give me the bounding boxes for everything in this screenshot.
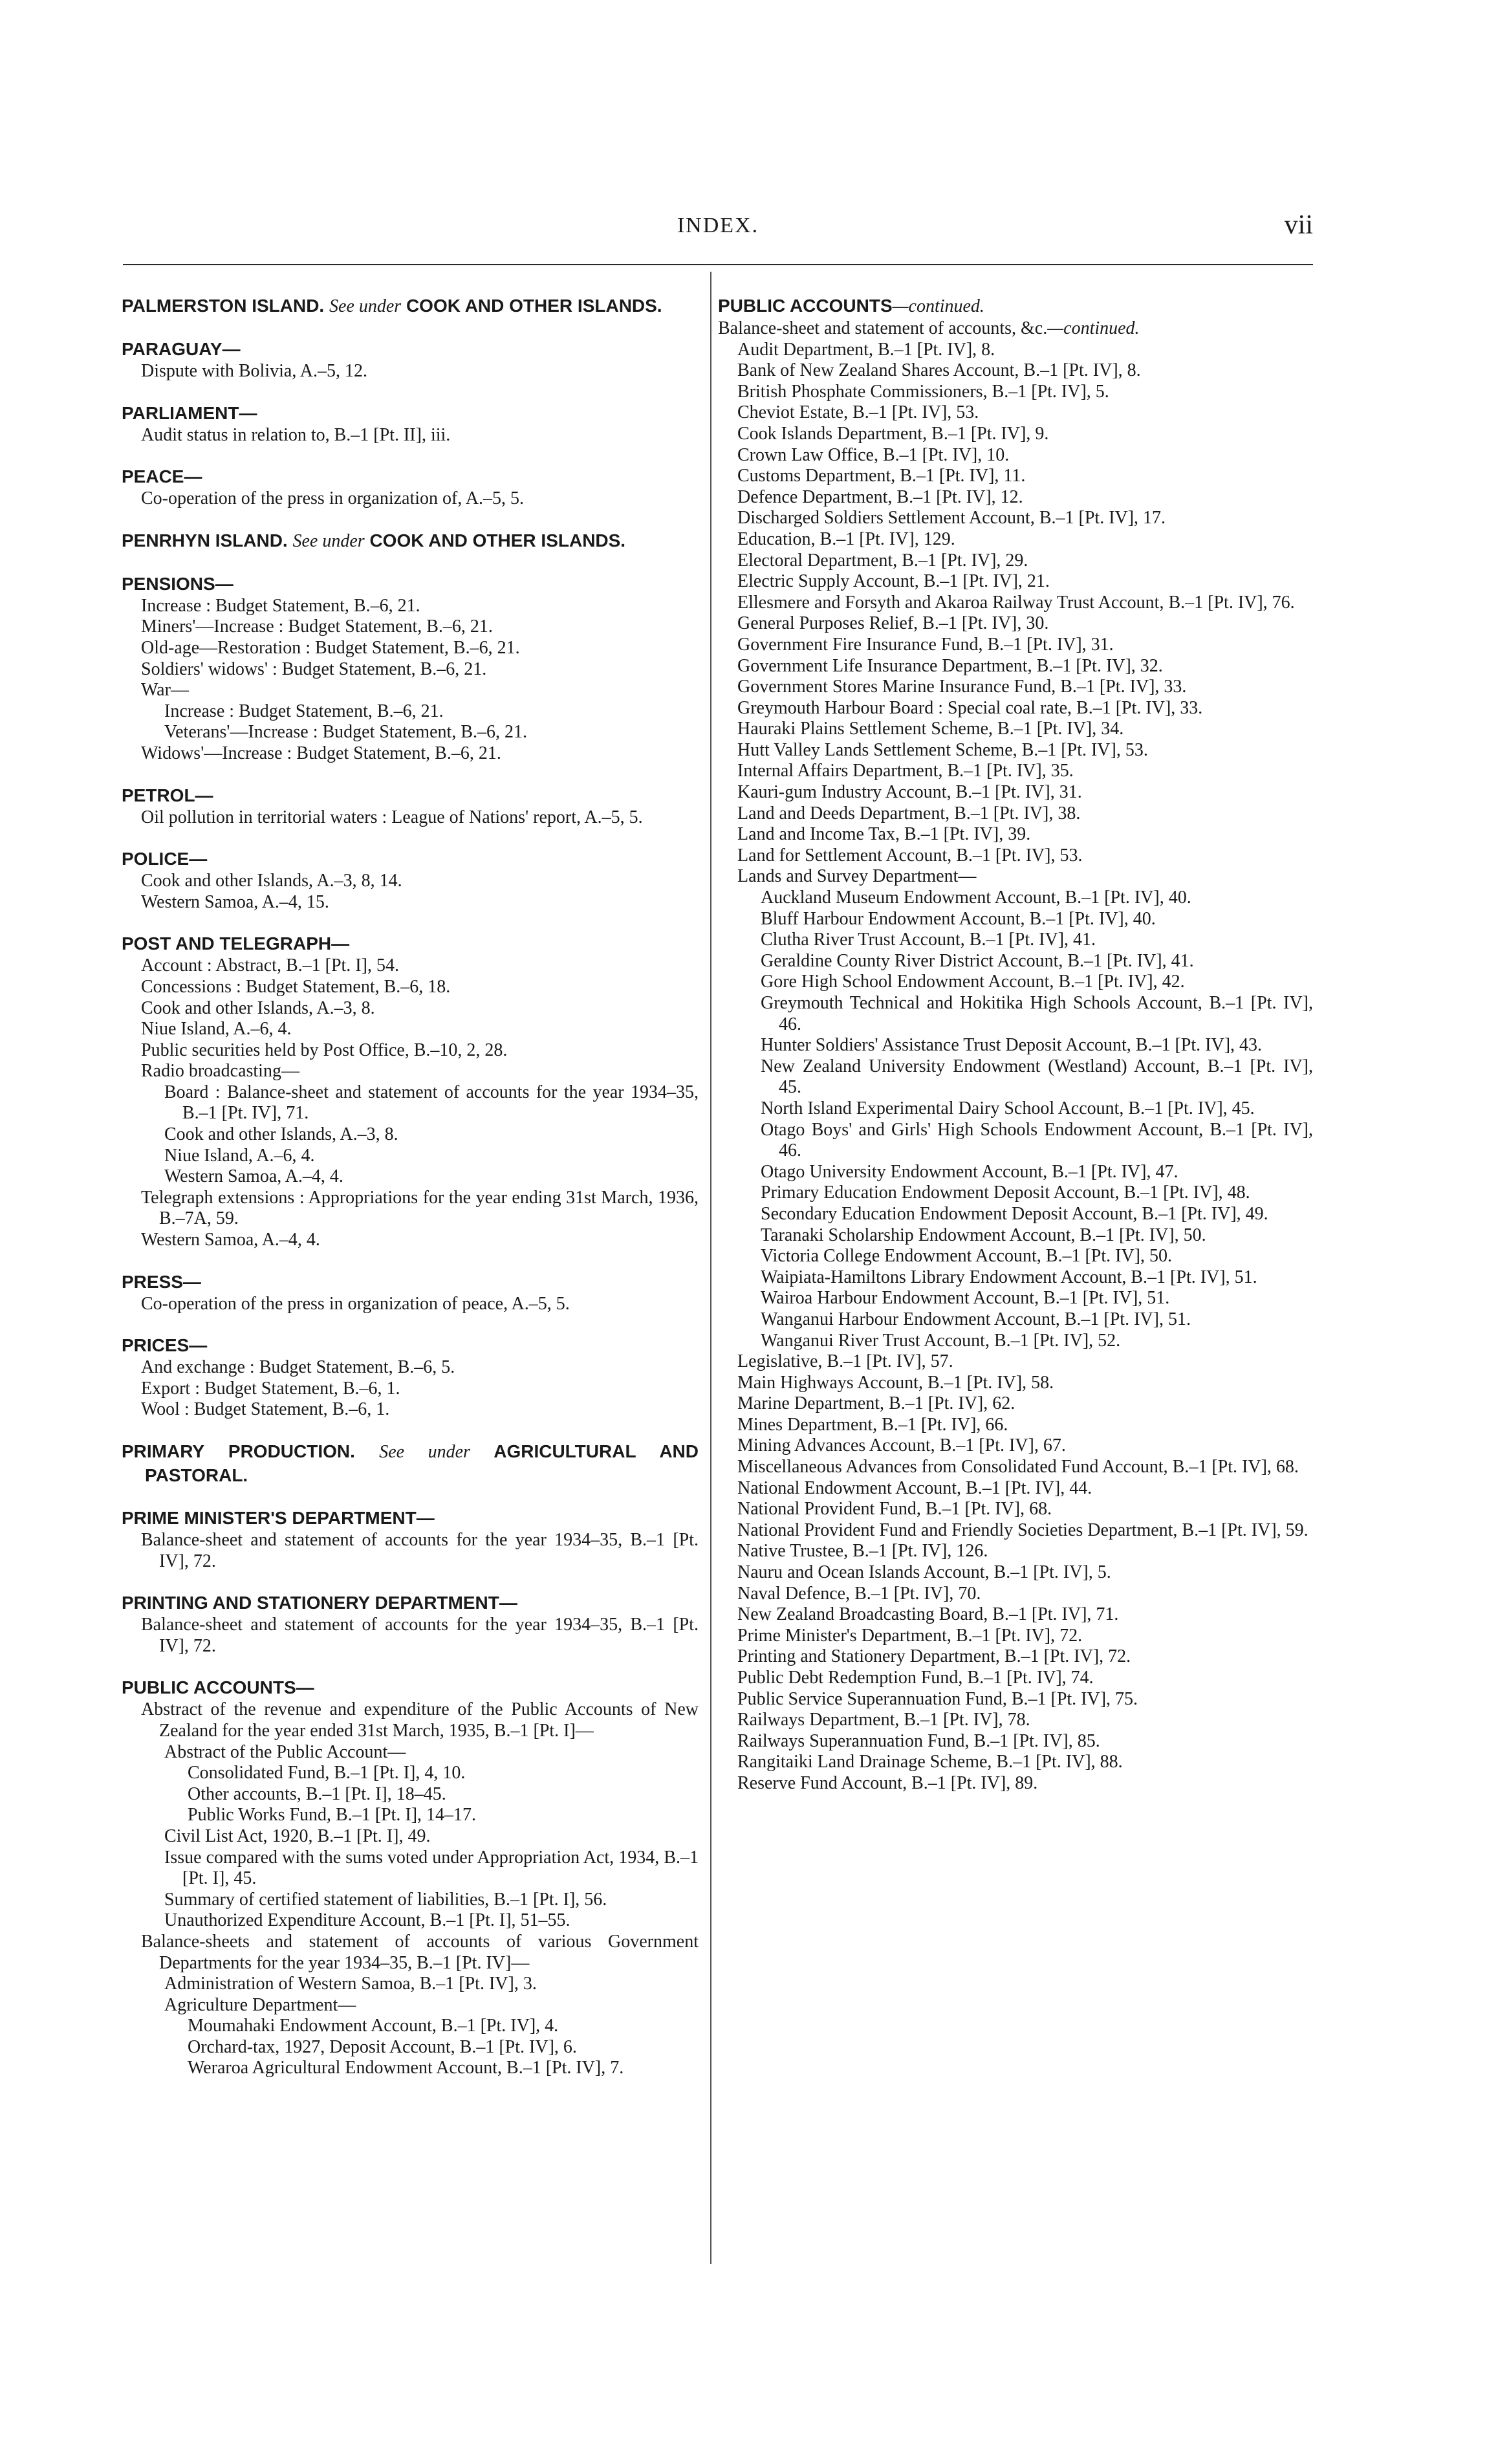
entry-palmerston-island	[122, 294, 699, 318]
index-line: Co-operation of the press in organization of peace, A.–5, 5.	[141, 1293, 570, 1314]
index-line: Veterans'—Increase : Budget Statement, B.–6, 21.	[164, 722, 528, 743]
index-line: Administration of Western Samoa, B.–1 [Pt. IV], 3.	[164, 1974, 537, 1994]
index-line: Greymouth Technical and Hokitika High Schools Account, B.–1 [Pt. IV], 46.	[761, 993, 1313, 1034]
index-line: Balance-sheet and statement of accounts for the year 1934–35, B.–1 [Pt. IV], 72.	[141, 1530, 699, 1571]
index-line: Summary of certified statement of liabilities, B.–1 [Pt. I], 56.	[164, 1889, 607, 1910]
index-line: Printing and Stationery Department, B.–1 [Pt. IV], 72.	[737, 1646, 1131, 1667]
index-line: British Phosphate Commissioners, B.–1 [Pt. IV], 5.	[737, 381, 1109, 402]
index-heading	[718, 294, 1313, 318]
column-divider	[710, 272, 711, 2264]
index-line: Mines Department, B.–1 [Pt. IV], 66.	[737, 1414, 1008, 1435]
index-line: Other accounts, B.–1 [Pt. I], 18–45.	[188, 1783, 446, 1804]
see-reference: See under	[329, 296, 402, 316]
index-line: Hutt Valley Lands Settlement Scheme, B.–1 [Pt. IV], 53.	[737, 739, 1148, 760]
index-line: Abstract of the Public Account—	[164, 1741, 406, 1762]
index-line: Issue compared with the sums voted under Appropriation Act, 1934, B.–1 [Pt. I], 45.	[164, 1847, 699, 1889]
index-line: Niue Island, A.–6, 4.	[141, 1019, 292, 1040]
index-line: Mining Advances Account, B.–1 [Pt. IV], 67.	[737, 1435, 1066, 1456]
index-line: Electoral Department, B.–1 [Pt. IV], 29.	[737, 550, 1028, 571]
index-line: Concessions : Budget Statement, B.–6, 18.	[141, 976, 451, 997]
index-line: Increase : Budget Statement, B.–6, 21.	[141, 595, 420, 616]
entry-police	[122, 847, 699, 913]
index-line: Wool : Budget Statement, B.–6, 1.	[141, 1399, 390, 1420]
index-line: Unauthorized Expenditure Account, B.–1 [Pt. I], 51–55.	[164, 1910, 570, 1931]
index-line: Geraldine County River District Account, B.–1 [Pt. IV], 41.	[761, 950, 1194, 971]
index-line: Public Works Fund, B.–1 [Pt. I], 14–17.	[188, 1805, 477, 1826]
index-line: Public Debt Redemption Fund, B.–1 [Pt. IV], 74.	[737, 1668, 1094, 1688]
index-line: New Zealand Broadcasting Board, B.–1 [Pt. IV], 71.	[737, 1604, 1119, 1625]
index-line: Export : Budget Statement, B.–6, 1.	[141, 1378, 400, 1399]
index-line: Civil List Act, 1920, B.–1 [Pt. I], 49.	[164, 1826, 431, 1846]
index-line: Legislative, B.–1 [Pt. IV], 57.	[737, 1351, 953, 1372]
page-number: vii	[1284, 210, 1313, 240]
index-heading: PRICES—	[122, 1335, 208, 1356]
index-heading: POST AND TELEGRAPH—	[122, 933, 350, 954]
see-reference: See under	[292, 530, 365, 551]
entry-paraguay	[122, 338, 699, 382]
index-line: Wanganui Harbour Endowment Account, B.–1 [Pt. IV], 51.	[761, 1309, 1191, 1329]
index-line: Ellesmere and Forsyth and Akaroa Railway Trust Account, B.–1 [Pt. IV], 76.	[737, 592, 1295, 613]
index-heading	[122, 294, 699, 318]
entry-pensions	[122, 572, 699, 765]
index-line: Cook and other Islands, A.–3, 8.	[141, 998, 375, 1018]
index-line: Naval Defence, B.–1 [Pt. IV], 70.	[737, 1583, 981, 1604]
index-line: Moumahaki Endowment Account, B.–1 [Pt. IV], 4.	[188, 2016, 559, 2036]
index-line: Land for Settlement Account, B.–1 [Pt. IV], 53.	[737, 845, 1083, 866]
index-line: Weraroa Agricultural Endowment Account, B.–1 [Pt. IV], 7.	[188, 2058, 624, 2078]
index-line: Victoria College Endowment Account, B.–1 [Pt. IV], 50.	[761, 1246, 1172, 1267]
index-line: National Endowment Account, B.–1 [Pt. IV], 44.	[737, 1477, 1092, 1498]
entry-penrhyn-island	[122, 529, 699, 553]
index-line: Secondary Education Endowment Deposit Account, B.–1 [Pt. IV], 49.	[761, 1203, 1268, 1224]
index-line: Reserve Fund Account, B.–1 [Pt. IV], 89.	[737, 1772, 1038, 1793]
page-header	[123, 210, 1313, 252]
index-heading: PUBLIC ACCOUNTS—	[122, 1677, 314, 1698]
index-line: Account : Abstract, B.–1 [Pt. I], 54.	[141, 955, 399, 976]
subheading-text: Balance-sheet and statement of accounts, &c.	[718, 318, 1048, 338]
entry-prime-ministers-department	[122, 1507, 699, 1572]
index-line: Government Life Insurance Department, B.–1 [Pt. IV], 32.	[737, 655, 1163, 676]
index-heading: POLICE—	[122, 849, 208, 869]
index-line: Soldiers' widows' : Budget Statement, B.–6, 21.	[141, 659, 487, 679]
index-line: Primary Education Endowment Deposit Account, B.–1 [Pt. IV], 48.	[761, 1183, 1250, 1203]
entry-printing-and-stationery	[122, 1591, 699, 1657]
index-line: Crown Law Office, B.–1 [Pt. IV], 10.	[737, 444, 1010, 465]
index-heading	[122, 1440, 699, 1487]
entry-press	[122, 1270, 699, 1315]
index-line: Miscellaneous Advances from Consolidated Fund Account, B.–1 [Pt. IV], 68.	[737, 1457, 1299, 1477]
index-line: Otago Boys' and Girls' High Schools Endowment Account, B.–1 [Pt. IV], 46.	[761, 1119, 1313, 1161]
left-column	[122, 294, 699, 2099]
index-subheading	[718, 318, 1313, 340]
index-line: Internal Affairs Department, B.–1 [Pt. IV], 35.	[737, 761, 1074, 781]
index-line: Miners'—Increase : Budget Statement, B.–6, 21.	[141, 616, 493, 637]
index-line: Bluff Harbour Endowment Account, B.–1 [Pt. IV], 40.	[761, 908, 1156, 929]
index-line: Wanganui River Trust Account, B.–1 [Pt. IV], 52.	[761, 1330, 1121, 1351]
page-title: INDEX.	[677, 213, 759, 237]
index-line: General Purposes Relief, B.–1 [Pt. IV], 30.	[737, 613, 1049, 634]
index-line: North Island Experimental Dairy School Account, B.–1 [Pt. IV], 45.	[761, 1098, 1255, 1118]
index-line: Old-age—Restoration : Budget Statement, B.–6, 21.	[141, 637, 520, 658]
index-line: Government Stores Marine Insurance Fund, B.–1 [Pt. IV], 33.	[737, 677, 1187, 697]
index-heading: PRESS—	[122, 1271, 201, 1292]
index-line: Electric Supply Account, B.–1 [Pt. IV], 21.	[737, 571, 1050, 592]
heading-text: PENRHYN ISLAND.	[122, 530, 288, 551]
index-line: Land and Income Tax, B.–1 [Pt. IV], 39.	[737, 824, 1031, 845]
index-line: Lands and Survey Department—	[737, 866, 977, 887]
index-line: War—	[141, 680, 189, 701]
index-line: Cook and other Islands, A.–3, 8, 14.	[141, 871, 402, 891]
index-line: Board : Balance-sheet and statement of accounts for the year 1934–35, B.–1 [Pt. IV], 71.	[164, 1082, 699, 1124]
index-line: Public securities held by Post Office, B.–10, 2, 28.	[141, 1040, 508, 1060]
index-line: Discharged Soldiers Settlement Account, B.–1 [Pt. IV], 17.	[737, 508, 1166, 529]
index-line: Waipiata-Hamiltons Library Endowment Account, B.–1 [Pt. IV], 51.	[761, 1267, 1257, 1287]
index-line: Oil pollution in territorial waters : League of Nations' report, A.–5, 5.	[141, 807, 643, 827]
index-heading: PETROL—	[122, 785, 213, 805]
index-line: Orchard-tax, 1927, Deposit Account, B.–1 [Pt. IV], 6.	[188, 2036, 577, 2057]
index-line: Railways Department, B.–1 [Pt. IV], 78.	[737, 1710, 1030, 1730]
index-line: Dispute with Bolivia, A.–5, 12.	[141, 361, 367, 381]
index-heading: PEACE—	[122, 466, 202, 487]
index-line: Cook Islands Department, B.–1 [Pt. IV], 9.	[737, 423, 1049, 444]
index-line: Co-operation of the press in organization of, A.–5, 5.	[141, 488, 525, 509]
cross-reference-target: AGRICULTURAL AND PASTORAL.	[145, 1441, 699, 1485]
heading-text: PRIMARY PRODUCTION.	[122, 1441, 355, 1461]
index-line: Defence Department, B.–1 [Pt. IV], 12.	[737, 486, 1023, 507]
index-line: And exchange : Budget Statement, B.–6, 5.	[141, 1357, 455, 1378]
right-column	[718, 294, 1313, 1794]
index-line: Audit status in relation to, B.–1 [Pt. II], iii.	[141, 424, 451, 445]
entry-public-accounts	[122, 1676, 699, 2079]
index-line: Prime Minister's Department, B.–1 [Pt. IV], 72.	[737, 1625, 1083, 1646]
index-heading: PRIME MINISTER'S DEPARTMENT—	[122, 1508, 435, 1528]
entry-post-and-telegraph	[122, 932, 699, 1250]
entry-primary-production	[122, 1440, 699, 1487]
index-line: National Provident Fund, B.–1 [Pt. IV], 68.	[737, 1499, 1052, 1520]
index-line: Railways Superannuation Fund, B.–1 [Pt. IV], 85.	[737, 1730, 1100, 1751]
header-rule	[123, 264, 1313, 265]
index-line: Consolidated Fund, B.–1 [Pt. I], 4, 10.	[188, 1763, 466, 1783]
index-line: Education, B.–1 [Pt. IV], 129.	[737, 529, 955, 549]
index-line: Rangitaiki Land Drainage Scheme, B.–1 [Pt. IV], 88.	[737, 1752, 1123, 1772]
cross-reference-target: COOK AND OTHER ISLANDS.	[369, 530, 626, 551]
index-heading: PARAGUAY—	[122, 339, 241, 359]
heading-text: PUBLIC ACCOUNTS	[718, 296, 893, 316]
index-line: Gore High School Endowment Account, B.–1 [Pt. IV], 42.	[761, 972, 1185, 992]
index-line: Western Samoa, A.–4, 15.	[141, 891, 329, 912]
index-line: Marine Department, B.–1 [Pt. IV], 62.	[737, 1393, 1015, 1414]
entry-petrol	[122, 784, 699, 829]
index-line: Western Samoa, A.–4, 4.	[141, 1230, 320, 1250]
heading-text: PALMERSTON ISLAND.	[122, 296, 325, 316]
index-heading: PARLIAMENT—	[122, 402, 257, 423]
index-line: Kauri-gum Industry Account, B.–1 [Pt. IV], 31.	[737, 782, 1082, 803]
index-line: Western Samoa, A.–4, 4.	[164, 1166, 343, 1187]
index-line: Nauru and Ocean Islands Account, B.–1 [Pt. IV], 5.	[737, 1562, 1111, 1583]
entry-prices	[122, 1334, 699, 1421]
index-line: Government Fire Insurance Fund, B.–1 [Pt. IV], 31.	[737, 634, 1114, 655]
index-line: Main Highways Account, B.–1 [Pt. IV], 58.	[737, 1372, 1054, 1393]
continued-label: —continued.	[892, 296, 984, 316]
index-line: Otago University Endowment Account, B.–1 [Pt. IV], 47.	[761, 1161, 1178, 1182]
index-line: Increase : Budget Statement, B.–6, 21.	[164, 701, 444, 721]
entry-peace	[122, 465, 699, 510]
index-line: Audit Department, B.–1 [Pt. IV], 8.	[737, 339, 995, 360]
index-line: Land and Deeds Department, B.–1 [Pt. IV], 38.	[737, 803, 1081, 823]
index-line: Auckland Museum Endowment Account, B.–1 [Pt. IV], 40.	[761, 888, 1191, 908]
index-line: Native Trustee, B.–1 [Pt. IV], 126.	[737, 1541, 988, 1562]
continued-label: —continued.	[1047, 318, 1140, 338]
index-line: Cook and other Islands, A.–3, 8.	[164, 1124, 398, 1145]
cross-reference-target: COOK AND OTHER ISLANDS.	[406, 296, 662, 316]
entry-parliament	[122, 402, 699, 446]
index-line: Radio broadcasting—	[141, 1061, 299, 1082]
index-line: Hunter Soldiers' Assistance Trust Deposit Account, B.–1 [Pt. IV], 43.	[761, 1035, 1263, 1056]
index-line: Telegraph extensions : Appropriations for the year ending 31st March, 1936, B.–7A, 59.	[141, 1187, 699, 1229]
index-line: Customs Department, B.–1 [Pt. IV], 11.	[737, 466, 1026, 486]
index-line: Balance-sheets and statement of accounts of various Government Departments for the year 1934–35, B.–1 [Pt. IV]—	[141, 1931, 699, 1973]
index-line: National Provident Fund and Friendly Societies Department, B.–1 [Pt. IV], 59.	[737, 1520, 1308, 1540]
index-line: Clutha River Trust Account, B.–1 [Pt. IV], 41.	[761, 930, 1096, 950]
index-line: Balance-sheet and statement of accounts for the year 1934–35, B.–1 [Pt. IV], 72.	[141, 1615, 699, 1656]
index-line: Taranaki Scholarship Endowment Account, B.–1 [Pt. IV], 50.	[761, 1225, 1206, 1245]
index-heading: PRINTING AND STATIONERY DEPARTMENT—	[122, 1593, 517, 1613]
index-line: Abstract of the revenue and expenditure of the Public Accounts of New Zealand for the year ended 31st March, 1935, B.–1 [Pt. I]—	[141, 1699, 699, 1741]
index-line: Cheviot Estate, B.–1 [Pt. IV], 53.	[737, 402, 979, 423]
index-line: Greymouth Harbour Board : Special coal rate, B.–1 [Pt. IV], 33.	[737, 697, 1203, 718]
index-line: Hauraki Plains Settlement Scheme, B.–1 [Pt. IV], 34.	[737, 719, 1124, 739]
index-line: Niue Island, A.–6, 4.	[164, 1145, 315, 1166]
index-line: Bank of New Zealand Shares Account, B.–1 [Pt. IV], 8.	[737, 360, 1141, 381]
index-line: Agriculture Department—	[164, 1994, 356, 2015]
index-line: Wairoa Harbour Endowment Account, B.–1 [Pt. IV], 51.	[761, 1288, 1170, 1309]
index-heading: PENSIONS—	[122, 573, 233, 594]
see-reference: See under	[379, 1442, 470, 1462]
index-line: New Zealand University Endowment (Westland) Account, B.–1 [Pt. IV], 45.	[761, 1056, 1313, 1098]
index-line: Public Service Superannuation Fund, B.–1 [Pt. IV], 75.	[737, 1688, 1138, 1709]
index-line: Widows'—Increase : Budget Statement, B.–6, 21.	[141, 743, 501, 763]
index-heading	[122, 529, 699, 553]
